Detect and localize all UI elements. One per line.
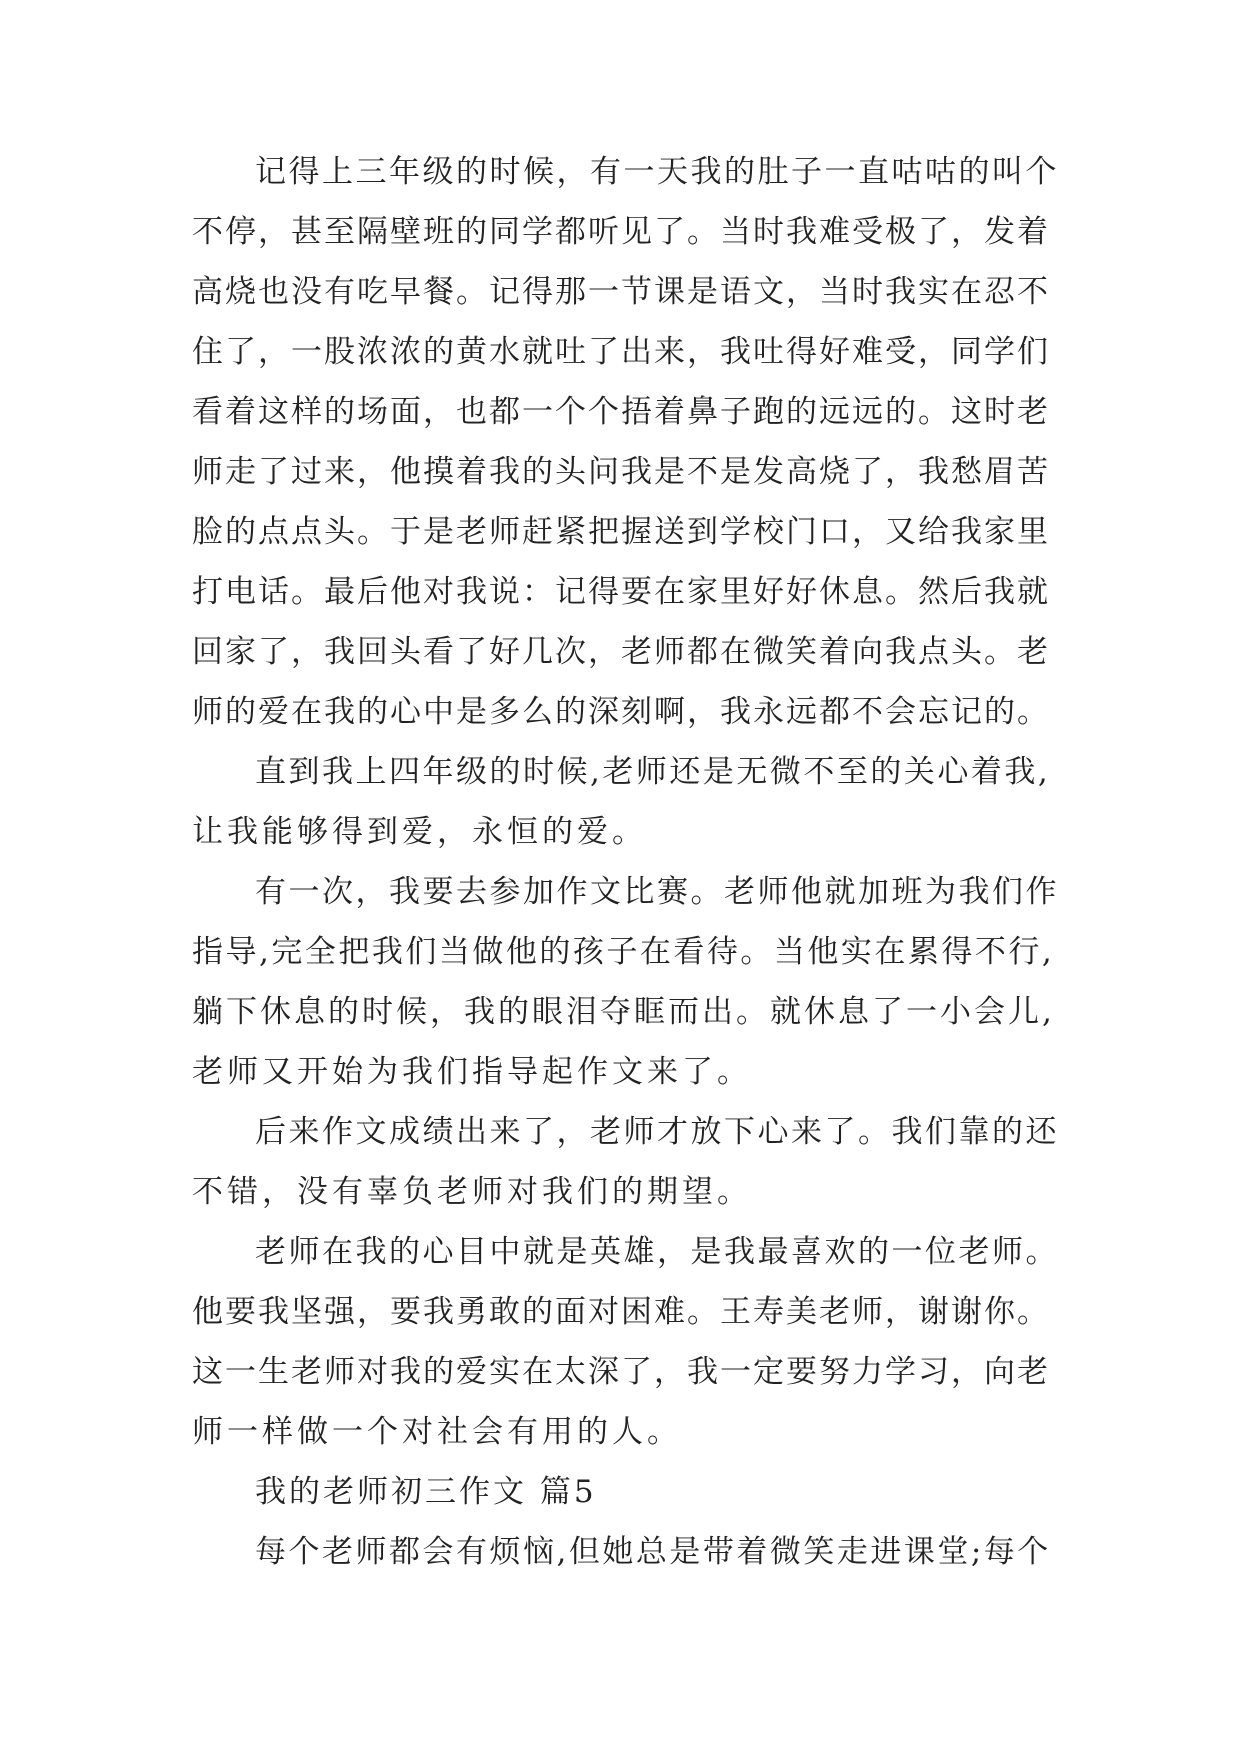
text-line: 不错，没有辜负老师对我们的期望。	[192, 1174, 752, 1210]
text-line: 高烧也没有吃早餐。记得那一节课是语文，当时我实在忍不	[192, 274, 1050, 310]
text-line: 每个老师都会有烦恼,但她总是带着微笑走进课堂;每个	[255, 1534, 1051, 1570]
text-line: 记得上三年级的时候，有一天我的肚子一直咕咕的叫个	[255, 154, 1059, 190]
text-line: 回家了，我回头看了好几次，老师都在微笑着向我点头。老	[192, 634, 1050, 670]
text-line: 师的爱在我的心中是多么的深刻啊，我永远都不会忘记的。	[192, 694, 1050, 730]
text-line: 不停，甚至隔壁班的同学都听见了。当时我难受极了，发着	[192, 214, 1050, 250]
text-line: 老师又开始为我们指导起作文来了。	[192, 1054, 752, 1090]
text-line: 脸的点点头。于是老师赶紧把握送到学校门口，又给我家里	[192, 514, 1050, 550]
text-line: 打电话。最后他对我说：记得要在家里好好休息。然后我就	[192, 574, 1050, 610]
text-line: 看着这样的场面，也都一个个捂着鼻子跑的远远的。这时老	[192, 394, 1050, 430]
text-line: 指导,完全把我们当做他的孩子在看待。当他实在累得不行,	[192, 934, 1055, 970]
text-line: 后来作文成绩出来了，老师才放下心来了。我们靠的还	[255, 1114, 1059, 1150]
text-line: 让我能够得到爱，永恒的爱。	[192, 814, 647, 850]
text-line: 老师在我的心目中就是英雄，是我最喜欢的一位老师。	[255, 1234, 1059, 1270]
text-line: 有一次，我要去参加作文比赛。老师他就加班为我们作	[255, 874, 1059, 910]
text-line: 直到我上四年级的时候,老师还是无微不至的关心着我,	[255, 754, 1051, 790]
text-line: 住了，一股浓浓的黄水就吐了出来，我吐得好难受，同学们	[192, 334, 1050, 370]
section-heading: 我的老师初三作文 篇5	[255, 1474, 597, 1510]
text-line: 这一生老师对我的爱实在太深了，我一定要努力学习，向老	[192, 1354, 1050, 1390]
text-line: 他要我坚强，要我勇敢的面对困难。王寿美老师，谢谢你。	[192, 1294, 1050, 1330]
text-line: 师一样做一个对社会有用的人。	[192, 1414, 682, 1450]
text-line: 躺下休息的时候，我的眼泪夺眶而出。就休息了一小会儿,	[192, 994, 1055, 1030]
text-line: 师走了过来，他摸着我的头问我是不是发高烧了，我愁眉苦	[192, 454, 1050, 490]
